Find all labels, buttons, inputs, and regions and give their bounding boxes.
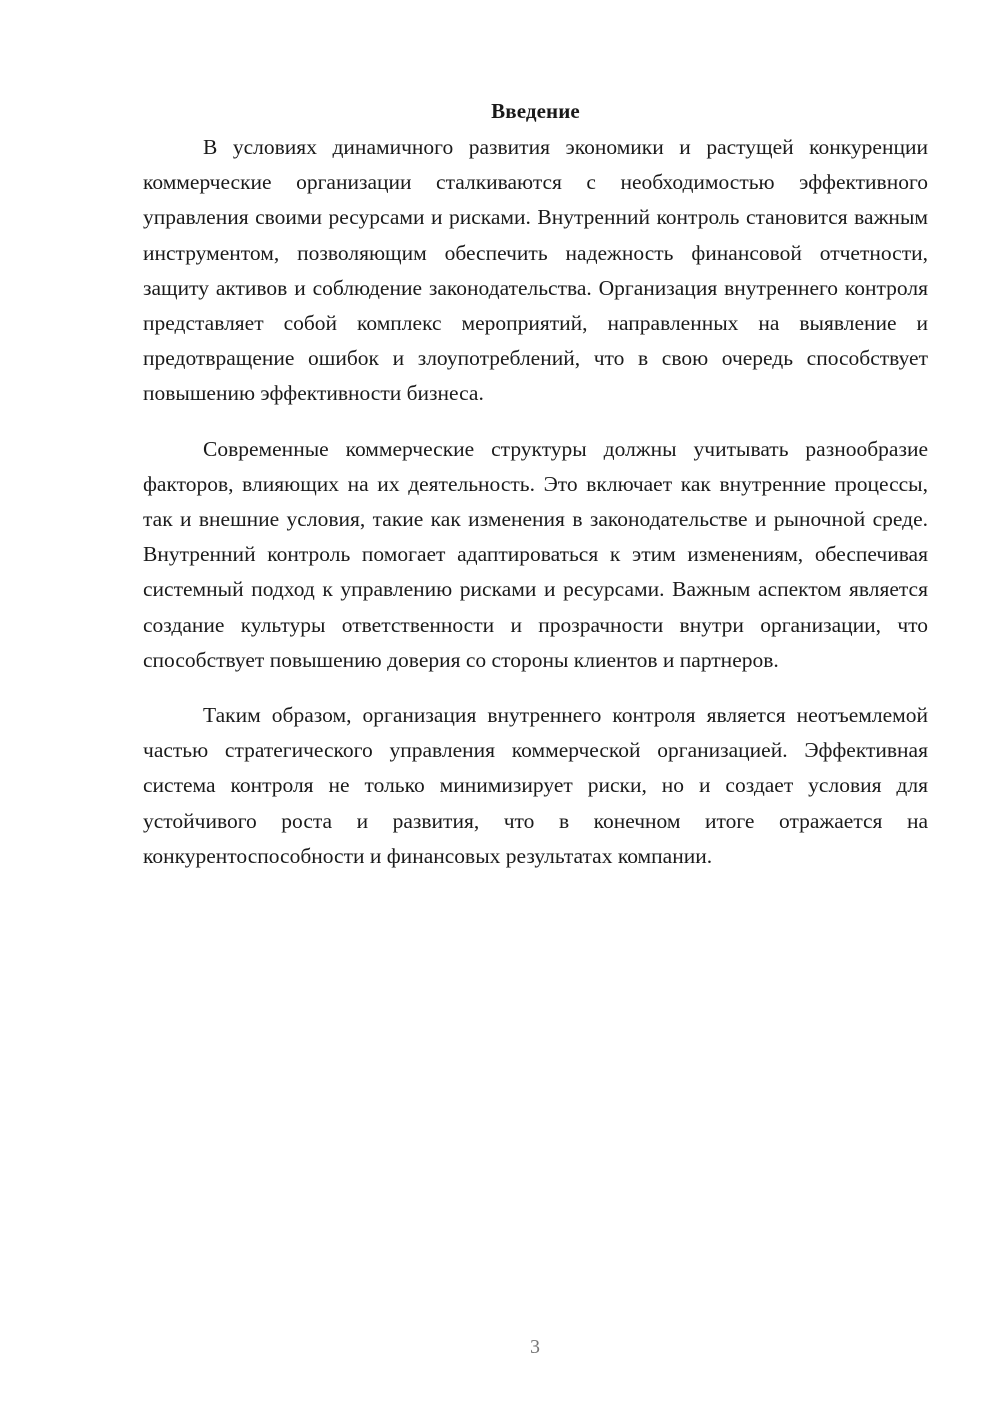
paragraph-2: Современные коммерческие структуры должны учитывать разнообразие факторов, влияющих на их деятельность. Это включает как внутренние процессы, так и внешние условия, такие как изменения в законодательстве и рыночной среде. Внутренний контроль помогает адаптироваться к этим изменениям, обеспечивая системный подход к управлению рисками и ресурсами. Важным аспектом является создание культуры ответственности и прозрачности внутри организации, что способствует повышению доверия со стороны клиентов и партнеров. (143, 436, 928, 672)
section-title: Введение (491, 99, 580, 123)
paragraph-3: Таким образом, организация внутреннего контроля является неотъемлемой частью стратегического управления коммерческой организацией. Эффективная система контроля не только минимизирует риски, но и создает условия для устойчивого роста и развития, что в конечном итоге отражается на конкурентоспособности и финансовых результатах компании. (143, 703, 928, 868)
page-content (143, 96, 928, 894)
page-number: 3 (530, 1336, 540, 1358)
paragraph-1: В условиях динамичного развития экономики и растущей конкуренции коммерческие организации сталкиваются с необходимостью эффективного управления своими ресурсами и рисками. Внутренний контроль становится важным инструментом, позволяющим обеспечить надежность финансовой отчетности, защиту активов и соблюдение законодательства. Организация внутреннего контроля представляет собой комплекс мероприятий, направленных на выявление и предотвращение ошибок и злоупотреблений, что в свою очередь способствует повышению эффективности бизнеса. (143, 135, 928, 406)
